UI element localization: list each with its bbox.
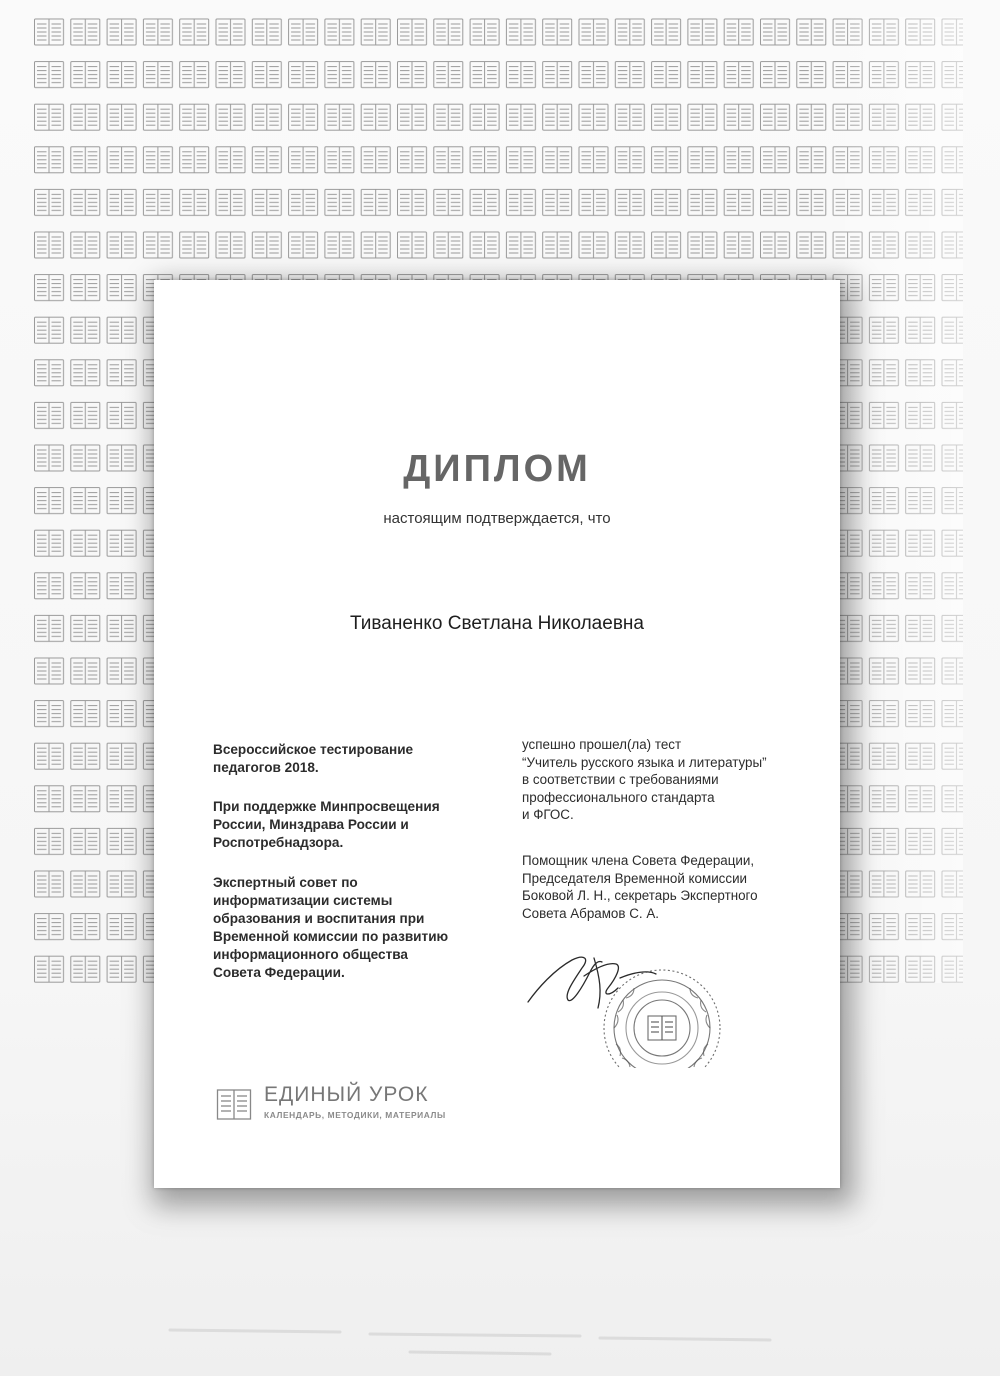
text-line: Совета Федерации. — [213, 965, 345, 980]
text-line: Боковой Л. Н., секретарь Экспертного — [522, 888, 758, 903]
text-line: образования и воспитания при — [213, 911, 425, 926]
text-line: профессионального стандарта — [522, 789, 715, 805]
text-line: Помощник члена Совета Федерации, — [522, 853, 755, 868]
text-line: Временной комиссии по развитию — [213, 929, 449, 944]
text-line: Экспертный совет по — [213, 875, 358, 890]
text-line: информатизации системы — [213, 893, 393, 908]
text-line: Совета Абрамов С. А. — [522, 905, 659, 921]
text-line: Всероссийское тестирование — [213, 742, 414, 757]
confirm-line: настоящим подтверждается, что — [383, 510, 611, 527]
support-description — [213, 798, 503, 852]
text-line: педагогов 2018. — [213, 760, 319, 775]
text-line: Роспотребнадзора. — [213, 835, 344, 850]
text-line: в соответствии с требованиями — [522, 772, 719, 787]
recipient-name: Тиваненко Светлана Николаевна — [350, 613, 644, 634]
text-line: При поддержке Минпросвещения — [213, 799, 440, 814]
handwritten-signature-icon — [524, 948, 694, 1018]
logo-tagline: КАЛЕНДАРЬ, МЕТОДИКИ, МАТЕРИАЛЫ — [264, 1110, 446, 1120]
book-icon — [216, 1088, 252, 1122]
diploma-card — [154, 280, 840, 1188]
text-line: “Учитель русского языка и литературы” — [522, 754, 767, 770]
bleed-through-marks — [160, 1318, 780, 1360]
text-line: и ФГОС. — [522, 807, 574, 822]
test-result — [522, 736, 822, 824]
signatory — [522, 852, 822, 922]
event-description — [213, 741, 503, 777]
text-line: информационного общества — [213, 947, 408, 962]
text-line: России, Минздрава России и — [213, 817, 409, 832]
text-line: успешно прошел(ла) тест — [522, 737, 682, 752]
council-description — [213, 874, 503, 982]
diploma-title: ДИПЛОМ — [403, 448, 591, 490]
logo-name: ЕДИНЫЙ УРОК — [264, 1083, 429, 1106]
text-line: Председателя Временной комиссии — [522, 870, 748, 886]
